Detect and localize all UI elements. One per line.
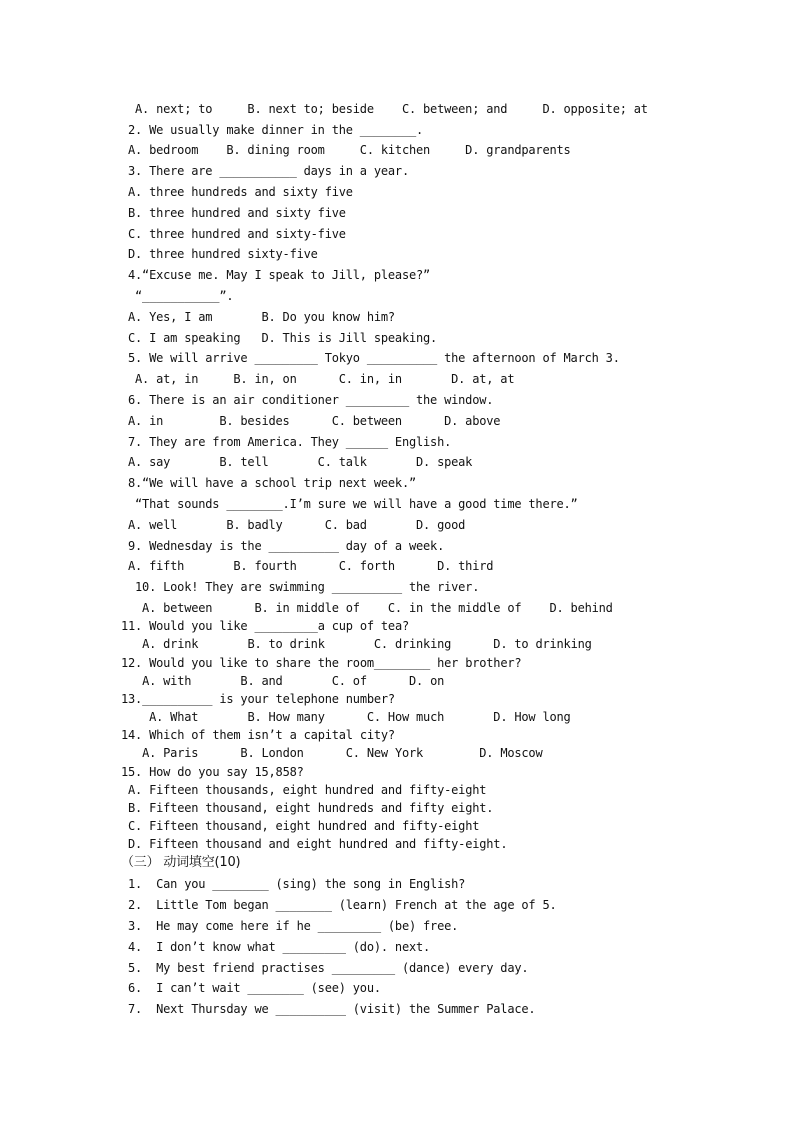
q7-question: 7. They are from America. They ______ English. — [128, 435, 452, 449]
q5-options: A. at, in B. in, on C. in, in D. at, at — [128, 372, 515, 386]
q2-question: 2. We usually make dinner in the ________. — [128, 123, 424, 137]
q13-question: 13.__________ is your telephone number? — [121, 692, 395, 706]
q10-options: A. between B. in middle of C. in the middle of D. behind — [128, 601, 613, 615]
verb-item-7: 7. Next Thursday we __________ (visit) the Summer Palace. — [128, 1002, 536, 1016]
q15-option-a: A. Fifteen thousands, eight hundred and fifty-eight — [121, 783, 487, 797]
q12-question: 12. Would you like to share the room________ her brother? — [121, 656, 522, 670]
q4-options-cd: C. I am speaking D. This is Jill speaking. — [128, 331, 438, 345]
q9-options: A. fifth B. fourth C. forth D. third — [128, 559, 494, 573]
q14-question: 14. Which of them isn’t a capital city? — [121, 728, 395, 742]
q14-options: A. Paris B. London C. New York D. Moscow — [121, 746, 543, 760]
q15-option-c: C. Fifteen thousand, eight hundred and fifty-eight — [121, 819, 480, 833]
q3-option-a: A. three hundreds and sixty five — [128, 185, 353, 199]
q8-options: A. well B. badly C. bad D. good — [128, 518, 466, 532]
verb-item-5: 5. My best friend practises _________ (dance) every day. — [128, 961, 529, 975]
q2-options: A. bedroom B. dining room C. kitchen D. grandparents — [128, 143, 571, 157]
q4-question: 4.“Excuse me. May I speak to Jill, please?” — [128, 268, 431, 282]
q15-option-b: B. Fifteen thousand, eight hundreds and fifty eight. — [121, 801, 494, 815]
q11-options: A. drink B. to drink C. drinking D. to drinking — [121, 637, 592, 651]
verb-item-1: 1. Can you ________ (sing) the song in English? — [128, 877, 466, 891]
q7-options: A. say B. tell C. talk D. speak — [128, 455, 473, 469]
q9-question: 9. Wednesday is the __________ day of a week. — [128, 539, 445, 553]
q6-question: 6. There is an air conditioner _________ the window. — [128, 393, 494, 407]
q6-options: A. in B. besides C. between D. above — [128, 414, 501, 428]
verb-item-6: 6. I can’t wait ________ (see) you. — [128, 981, 381, 995]
q3-option-c: C. three hundred and sixty-five — [128, 227, 346, 241]
verb-item-4: 4. I don’t know what _________ (do). next. — [128, 940, 431, 954]
q15-option-d: D. Fifteen thousand and eight hundred and fifty-eight. — [121, 837, 508, 851]
q15-question: 15. How do you say 15,858? — [121, 765, 304, 779]
q3-option-b: B. three hundred and sixty five — [128, 206, 346, 220]
verb-item-3: 3. He may come here if he _________ (be) free. — [128, 919, 459, 933]
q8-response: “That sounds ________.I’m sure we will have a good time there.” — [128, 497, 578, 511]
q11-question: 11. Would you like _________a cup of tea? — [121, 619, 410, 633]
q12-options: A. with B. and C. of D. on — [121, 674, 445, 688]
q1-options: A. next; to B. next to; beside C. between; and D. opposite; at — [128, 102, 648, 116]
q10-question: 10. Look! They are swimming __________ the river. — [128, 580, 480, 594]
section-heading: （三） 动词填空(10) — [121, 855, 241, 870]
q4-blank: “___________”. — [128, 289, 234, 303]
q3-option-d: D. three hundred sixty-five — [128, 247, 318, 261]
q3-question: 3. There are ___________ days in a year. — [128, 164, 409, 178]
q13-options: A. What B. How many C. How much D. How long — [121, 710, 571, 724]
verb-item-2: 2. Little Tom began ________ (learn) French at the age of 5. — [128, 898, 557, 912]
q5-question: 5. We will arrive _________ Tokyo __________ the afternoon of March 3. — [128, 351, 620, 365]
q4-options-ab: A. Yes, I am B. Do you know him? — [128, 310, 395, 324]
q8-question: 8.“We will have a school trip next week.” — [128, 476, 417, 490]
